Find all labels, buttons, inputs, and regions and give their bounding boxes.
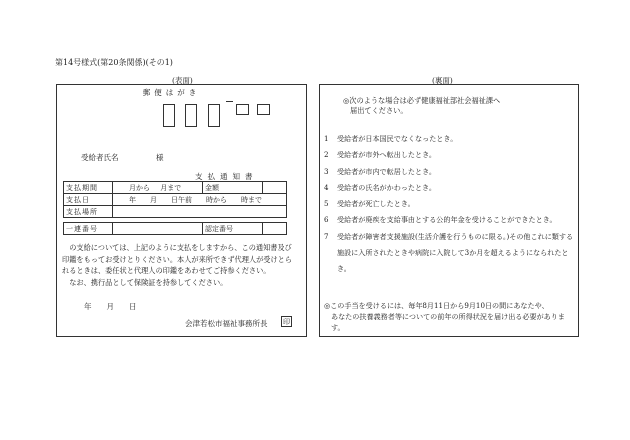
period-value [113,182,203,194]
recipient-name-label: 受給者氏名 [81,153,119,162]
serial-number-label: 一連番号 [64,223,113,235]
case-number: 6 [324,215,329,225]
back-intro [343,96,563,116]
case-text: 受給者が死亡したとき。 [337,199,415,209]
date-label: 支払日 [64,194,113,206]
case-list [324,131,576,278]
postal-code-box [208,104,220,127]
case-number: 5 [324,199,329,209]
front-side-label: (表面) [172,76,193,85]
amount-value [263,182,287,194]
notice-bring-items: なお、携行品として保険証を持参してください。 [69,277,228,287]
postal-code-box [236,104,249,115]
issuing-office: 会津若松市福祉事務所長 [185,319,268,328]
issue-date: 年 月 日 [84,302,137,311]
case-text: 受給者が市内で転居したとき。 [337,166,437,176]
table-row [64,206,287,218]
notice-paragraph: の支給については、上記のように支払をしますから、この通知書及び印鑑をもってお受けとりください。本人が来所できず代理人が受けとられるときは、委任状と代理人の印鑑をあわせてご持参ください。 [62,243,293,275]
honorific: 様 [156,153,164,162]
cert-number-label: 認定番号 [203,223,263,235]
case-number: 7 [324,231,329,241]
postal-code-box [185,104,197,127]
seal-mark: 印 [283,318,290,326]
case-number: 2 [324,150,329,160]
list-item [324,147,576,163]
list-item [324,180,576,196]
date-value-text: 年 月 日午前 時から 時まで [129,195,262,204]
list-item [324,229,576,278]
postal-code-box [163,104,175,127]
period-label: 支払期間 [64,182,113,194]
postal-code-box [257,104,270,115]
case-text: 受給者が市外へ転出したとき。 [337,150,437,160]
date-value [113,194,287,206]
serial-number-value [113,223,203,235]
period-to: 月まで [160,183,182,192]
notice-text [62,242,292,288]
postal-code-dash [226,101,233,102]
case-number: 1 [324,134,329,143]
postcard-title: 郵便はがき [142,88,201,97]
back-side-label: (裏面) [432,76,453,85]
table-row [64,223,287,235]
table-row [64,194,287,206]
case-text: 受給者が廃疾を支給事由とする公的年金を受けることができたとき。 [337,215,557,225]
payment-table [63,181,287,235]
case-number: 3 [324,166,329,176]
list-item [324,164,576,180]
payment-notice-heading: 支払通知書 [195,172,258,181]
back-intro-line: 届出てください。 [350,106,408,115]
form-title: 第14号様式(第20条関係)(その1) [55,58,173,67]
list-item [324,131,576,147]
back-intro-line: ◎次のような場合は必ず健康福祉部社会福祉課へ [343,96,501,105]
case-number: 4 [324,182,329,192]
period-from: 月から [129,183,150,192]
back-footer-line: あなたの扶養義務者等についての前年の所得状況を届け出る必要があります。 [331,312,565,332]
place-label: 支払場所 [64,206,113,218]
place-value [113,206,287,218]
list-item [324,196,576,212]
table-row [64,182,287,194]
back-footer [324,300,576,333]
cert-number-value [263,223,287,235]
case-text: 受給者が日本国民でなくなったとき。 [337,134,458,143]
case-text: 受給者が障害者支援施設(生活介護を行うものに限る。)その他これに類する施設に入所されたときや病院に入院して3か月を超えるようになられたとき。 [337,231,574,274]
amount-label: 金額 [203,182,263,194]
back-footer-line: ◎この手当を受けるには、毎年8月11日から9月10日の間にあなたや、 [324,301,549,310]
list-item [324,212,576,228]
case-text: 受給者の氏名がかわったとき。 [337,182,436,192]
